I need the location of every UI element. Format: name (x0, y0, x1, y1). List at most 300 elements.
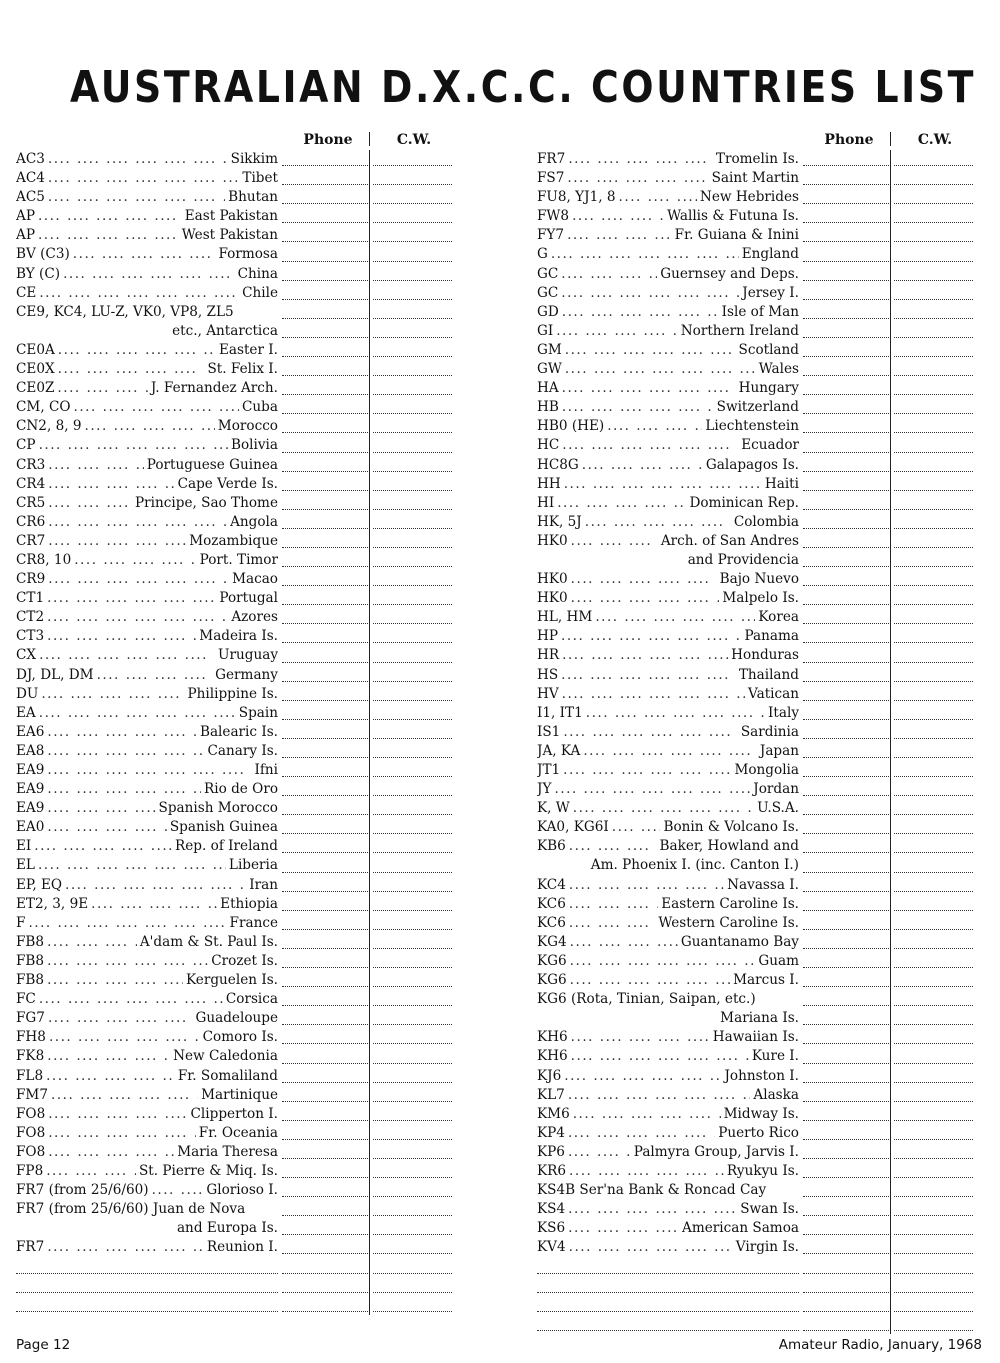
leader-dots (48, 1105, 187, 1124)
cw-check-line (894, 318, 973, 319)
prefix-code: FR7 (537, 151, 566, 167)
cw-check-line (894, 872, 973, 873)
country-row (537, 303, 973, 322)
cw-check-line (373, 1292, 452, 1293)
column-divider (890, 1296, 891, 1315)
phone-check-line (803, 852, 889, 853)
entry-text (537, 341, 799, 360)
country-row (537, 322, 973, 341)
country-row (16, 360, 452, 379)
country-row (16, 570, 452, 589)
leader-dots (554, 780, 750, 799)
phone-check-line (803, 413, 889, 414)
country-name: Midway Is. (723, 1105, 799, 1122)
column-divider (890, 1238, 891, 1257)
cw-check-line (894, 1311, 973, 1312)
column-divider (890, 265, 891, 284)
phone-check-line (803, 585, 889, 586)
country-name: Principe, Sao Thome (135, 494, 278, 511)
cw-check-line (894, 776, 973, 777)
continuation-row (537, 551, 973, 570)
column-divider (890, 1181, 891, 1200)
leader-dots (46, 1162, 136, 1181)
prefix-code: FL8 (16, 1067, 44, 1084)
page-number: Page 12 (16, 1337, 71, 1353)
entry-text (16, 666, 278, 685)
prefix-code: JY (537, 781, 552, 798)
column-divider (890, 1219, 891, 1238)
leader-dots (48, 570, 229, 589)
phone-check-line (803, 642, 889, 643)
country-row (16, 666, 452, 685)
leader-dots (47, 627, 196, 646)
entry-text (16, 589, 278, 608)
entry-text (537, 608, 799, 627)
leader-dots (38, 207, 182, 226)
leader-dots (562, 303, 719, 322)
prefix-code: KC4 (537, 876, 566, 893)
column-divider (369, 876, 370, 895)
prefix-code: BV (C3) (16, 246, 70, 263)
country-name: Chile (242, 284, 278, 301)
entry-text (16, 952, 278, 971)
country-row (537, 799, 973, 818)
cw-check-line (373, 1253, 452, 1254)
phone-header: Phone (824, 132, 874, 148)
entry-text (16, 723, 278, 742)
cw-check-line (373, 833, 452, 834)
leader-dots (39, 704, 236, 723)
country-row (16, 207, 452, 226)
country-name: Isle of Man (721, 303, 799, 320)
column-divider (369, 990, 370, 1009)
phone-check-line (282, 1177, 368, 1178)
prefix-code: CN2, 8, 9 (16, 418, 82, 435)
country-row (537, 1143, 973, 1162)
entry-text (16, 169, 278, 188)
country-name: Germany (215, 666, 278, 683)
country-name: Ethiopia (220, 895, 278, 912)
country-name: New Caledonia (173, 1048, 278, 1065)
phone-check-line (803, 452, 889, 453)
entry-text (16, 818, 278, 837)
column-divider (369, 723, 370, 742)
cw-check-line (373, 1005, 452, 1006)
country-name: Macao (232, 571, 278, 588)
country-name: Korea (758, 609, 799, 626)
cw-check-line (373, 280, 452, 281)
phone-check-line (803, 1196, 889, 1197)
leader-dots (51, 1086, 198, 1105)
leader-dots (48, 475, 174, 494)
column-divider (890, 742, 891, 761)
prefix-code: KJ6 (537, 1067, 562, 1084)
column-divider (369, 1181, 370, 1200)
phone-check-line (803, 318, 889, 319)
cw-check-line (373, 642, 452, 643)
phone-check-line (282, 1024, 368, 1025)
prefix-code: GC (537, 284, 559, 301)
country-name: Palmyra Group, Jarvis I. (633, 1143, 799, 1160)
cw-check-line (894, 910, 973, 911)
country-name: France (229, 914, 278, 931)
country-name: Wallis & Futuna Is. (667, 208, 799, 225)
country-name: Easter I. (218, 341, 278, 358)
phone-check-line (803, 1043, 889, 1044)
column-divider (369, 1238, 370, 1257)
header-divider (369, 132, 370, 146)
cw-check-line (894, 1330, 973, 1331)
column-divider (369, 284, 370, 303)
phone-check-line (803, 241, 889, 242)
column-divider (369, 1105, 370, 1124)
country-name: Northern Ireland (680, 322, 799, 339)
country-row (537, 1200, 973, 1219)
entry-text (537, 532, 799, 551)
country-row (537, 646, 973, 665)
prefix-code: KS4 (537, 1201, 566, 1218)
prefix-code: EA9 (16, 800, 45, 817)
cw-check-line (894, 337, 973, 338)
leader-dots (568, 1086, 751, 1105)
prefix-code: KG4 (537, 933, 567, 950)
leader-dots (47, 780, 201, 799)
phone-check-line (282, 1120, 368, 1121)
cw-check-line (373, 1043, 452, 1044)
phone-check-line (282, 261, 368, 262)
country-name: Reunion I. (206, 1239, 278, 1256)
entry-text (537, 265, 799, 284)
column-divider (369, 513, 370, 532)
country-name: Corsica (225, 991, 278, 1008)
cw-check-line (894, 719, 973, 720)
leader-dots (607, 417, 702, 436)
prefix-code: CR8, 10 (16, 551, 72, 568)
cw-check-line (894, 241, 973, 242)
leader-dots (570, 952, 756, 971)
country-name: Malpelo Is. (722, 590, 799, 607)
leader-dots (47, 1238, 204, 1257)
prefix-code: FO8 (16, 1143, 46, 1160)
leader-dots (48, 169, 240, 188)
prefix-code: HC (537, 437, 560, 454)
phone-check-line (803, 986, 889, 987)
column-divider (890, 169, 891, 188)
country-name: American Samoa (682, 1220, 799, 1237)
column-divider (369, 895, 370, 914)
country-name: St. Pierre & Miq. Is. (138, 1162, 278, 1179)
phone-check-line (803, 261, 889, 262)
entry-text (16, 417, 278, 436)
cw-check-line (373, 700, 452, 701)
country-row (537, 436, 973, 455)
country-row (16, 1086, 452, 1105)
country-name: Wales (758, 361, 799, 378)
column-header (16, 130, 452, 150)
country-name: Ryukyu Is. (726, 1162, 799, 1179)
prefix-code: EL (16, 857, 35, 874)
entry-text (16, 150, 278, 169)
country-name: Bajo Nuevo (719, 571, 799, 588)
cw-check-line (373, 547, 452, 548)
cw-check-line (894, 566, 973, 567)
entry-text (16, 837, 278, 856)
prefix-code: KH6 (537, 1029, 568, 1046)
phone-check-line (803, 337, 889, 338)
phone-check-line (282, 356, 368, 357)
phone-check-line (803, 1024, 889, 1025)
column-divider (890, 1009, 891, 1028)
cw-check-line (894, 1234, 973, 1235)
column-divider (369, 646, 370, 665)
leader-dots (48, 494, 132, 513)
entry-text (16, 494, 278, 513)
entry-text (537, 627, 799, 646)
country-name: Italy (768, 704, 799, 721)
country-name: Cuba (242, 399, 278, 416)
country-row (537, 837, 973, 856)
column-divider (890, 723, 891, 742)
cw-check-line (373, 203, 452, 204)
leader-dots (563, 761, 731, 780)
entry-text (537, 398, 799, 417)
country-name: J. Fernandez Arch. (150, 380, 278, 397)
prefix-code: FG7 (16, 1010, 45, 1027)
prefix-code: KL7 (537, 1086, 565, 1103)
prefix-code: FR7 (16, 1239, 45, 1256)
country-row (16, 379, 452, 398)
phone-check-line (803, 1215, 889, 1216)
cw-check-line (373, 337, 452, 338)
entry-text (537, 704, 799, 723)
country-row (537, 1086, 973, 1105)
column-divider (890, 1047, 891, 1066)
continuation-row (16, 1219, 452, 1238)
column-divider (369, 188, 370, 207)
cw-check-line (373, 413, 452, 414)
entry-text (537, 379, 799, 398)
phone-check-line (803, 604, 889, 605)
column-divider (369, 1162, 370, 1181)
country-name: Rio de Oro (204, 781, 278, 798)
prefix-code: GM (537, 341, 562, 358)
prefix-code: CE (16, 284, 37, 301)
phone-check-line (803, 891, 889, 892)
country-row (16, 685, 452, 704)
blank-row (16, 1277, 452, 1296)
entry-text (537, 933, 799, 952)
prefix-code: HI (537, 494, 555, 511)
phone-check-line (803, 967, 889, 968)
phone-check-line (803, 1330, 889, 1331)
prefix-code: HC8G (537, 456, 579, 473)
phone-check-line (282, 662, 368, 663)
country-row (537, 1238, 973, 1257)
country-row (537, 627, 973, 646)
phone-check-line (803, 700, 889, 701)
country-name: Sardinia (740, 723, 799, 740)
column-divider (369, 856, 370, 875)
cw-check-line (894, 1177, 973, 1178)
column-divider (369, 265, 370, 284)
leader-dots (48, 513, 227, 532)
column-divider (890, 1315, 891, 1334)
phone-check-line (803, 738, 889, 739)
phone-check-line (282, 1005, 368, 1006)
leader-dots (47, 933, 137, 952)
leader-dots (567, 169, 708, 188)
country-row (16, 608, 452, 627)
phone-check-line (803, 1177, 889, 1178)
column-divider (369, 627, 370, 646)
entry-text (537, 780, 799, 799)
cw-check-line (373, 528, 452, 529)
entry-text (16, 685, 278, 704)
country-row (16, 761, 452, 780)
country-name: Baker, Howland and (659, 838, 799, 855)
phone-check-line (803, 719, 889, 720)
entry-text (537, 513, 799, 532)
entry-text (537, 188, 799, 207)
phone-check-line (282, 184, 368, 185)
entry-text (16, 742, 278, 761)
column-divider (890, 532, 891, 551)
country-name: Johnston I. (724, 1067, 799, 1084)
blank-entry-line (16, 1292, 278, 1293)
prefix-code: CR5 (16, 494, 46, 511)
entry-text (16, 1200, 278, 1219)
country-row (16, 303, 452, 322)
entry-text (16, 207, 278, 226)
column-divider (890, 207, 891, 226)
leader-dots (568, 1124, 715, 1143)
entry-text (537, 150, 799, 169)
leader-dots (47, 952, 208, 971)
country-name: Azores (231, 609, 278, 626)
entry-text (537, 895, 799, 914)
cw-check-line (894, 1196, 973, 1197)
entry-text (537, 360, 799, 379)
cw-check-line (894, 1292, 973, 1293)
leader-dots (39, 436, 228, 455)
country-name: Port. Timor (199, 551, 278, 568)
phone-check-line (803, 948, 889, 949)
country-name: Arch. of San Andres (660, 532, 799, 549)
country-name: Ecuador (741, 437, 799, 454)
column-divider (890, 1086, 891, 1105)
cw-check-line (894, 967, 973, 968)
country-row (537, 456, 973, 475)
country-row (537, 780, 973, 799)
column-divider (890, 856, 891, 875)
prefix-code: CT1 (16, 590, 45, 607)
blank-entry-line (537, 1311, 799, 1312)
prefix-code: ET2, 3, 9E (16, 895, 89, 912)
leader-dots (565, 360, 756, 379)
leader-dots (595, 608, 755, 627)
country-row (16, 169, 452, 188)
country-name: Saint Martin (711, 170, 799, 187)
phone-check-line (803, 1234, 889, 1235)
prefix-code: CT3 (16, 628, 45, 645)
country-name: Canary Is. (207, 742, 278, 759)
country-name: U.S.A. (757, 800, 799, 817)
entry-text (537, 1238, 799, 1257)
phone-check-line (282, 833, 368, 834)
page-title: AUSTRALIAN D.X.C.C. COUNTRIES LIST (70, 62, 977, 113)
blank-entry-line (16, 1273, 278, 1274)
column-divider (890, 1105, 891, 1124)
column-divider (890, 952, 891, 971)
country-name: China (237, 265, 278, 282)
country-name-continued: and Providencia (687, 551, 799, 568)
entry-text (16, 780, 278, 799)
country-name: Jordan (753, 781, 799, 798)
leader-dots (619, 188, 697, 207)
prefix-code: FM7 (16, 1086, 48, 1103)
leader-dots (572, 207, 664, 226)
prefix-code: HK0 (537, 532, 568, 549)
prefix-code: EA9 (16, 781, 45, 798)
leader-dots (47, 799, 155, 818)
country-name: Hungary (738, 380, 799, 397)
phone-check-line (803, 1005, 889, 1006)
phone-check-line (803, 528, 889, 529)
entry-text (16, 360, 278, 379)
cw-check-line (894, 814, 973, 815)
country-row (537, 895, 973, 914)
prefix-code: FU8, YJ1, 8 (537, 189, 616, 206)
column-divider (890, 226, 891, 245)
entry-text (16, 188, 278, 207)
cw-check-line (894, 1273, 973, 1274)
country-row (16, 1238, 452, 1257)
column-divider (369, 685, 370, 704)
leader-dots (562, 398, 714, 417)
country-row (16, 1047, 452, 1066)
cw-check-line (894, 833, 973, 834)
phone-check-line (803, 1273, 889, 1274)
prefix-code: CR6 (16, 513, 46, 530)
country-name: Tibet (242, 170, 278, 187)
entry-text (537, 207, 799, 226)
country-name: Fr. Oceania (198, 1124, 278, 1141)
country-name: Mongolia (734, 762, 799, 778)
prefix-code: FH8 (16, 1029, 46, 1046)
country-name: Haiti (764, 475, 799, 492)
prefix-code: KA0, KG6I (537, 819, 609, 836)
prefix-code: CE9, KC4, LU-Z, VK0, VP8, ZL5 (16, 303, 234, 320)
column-divider (369, 494, 370, 513)
country-name: Guantanamo Bay (680, 933, 799, 950)
leader-dots (58, 360, 205, 379)
blank-row (537, 1315, 973, 1334)
country-name: England (741, 246, 799, 263)
country-row (537, 723, 973, 742)
prefix-code: CE0Z (16, 380, 55, 397)
blank-row (16, 1257, 452, 1276)
phone-check-line (282, 1273, 368, 1274)
leader-dots (47, 1047, 170, 1066)
entry-text (16, 1181, 278, 1200)
prefix-code: HB (537, 399, 559, 416)
column-divider (890, 646, 891, 665)
cw-check-line (373, 604, 452, 605)
leader-dots (47, 761, 251, 780)
column-divider (369, 1086, 370, 1105)
prefix-code: KS4B Ser'na Bank & Roncad Cay (537, 1182, 767, 1199)
leader-dots (568, 1200, 737, 1219)
